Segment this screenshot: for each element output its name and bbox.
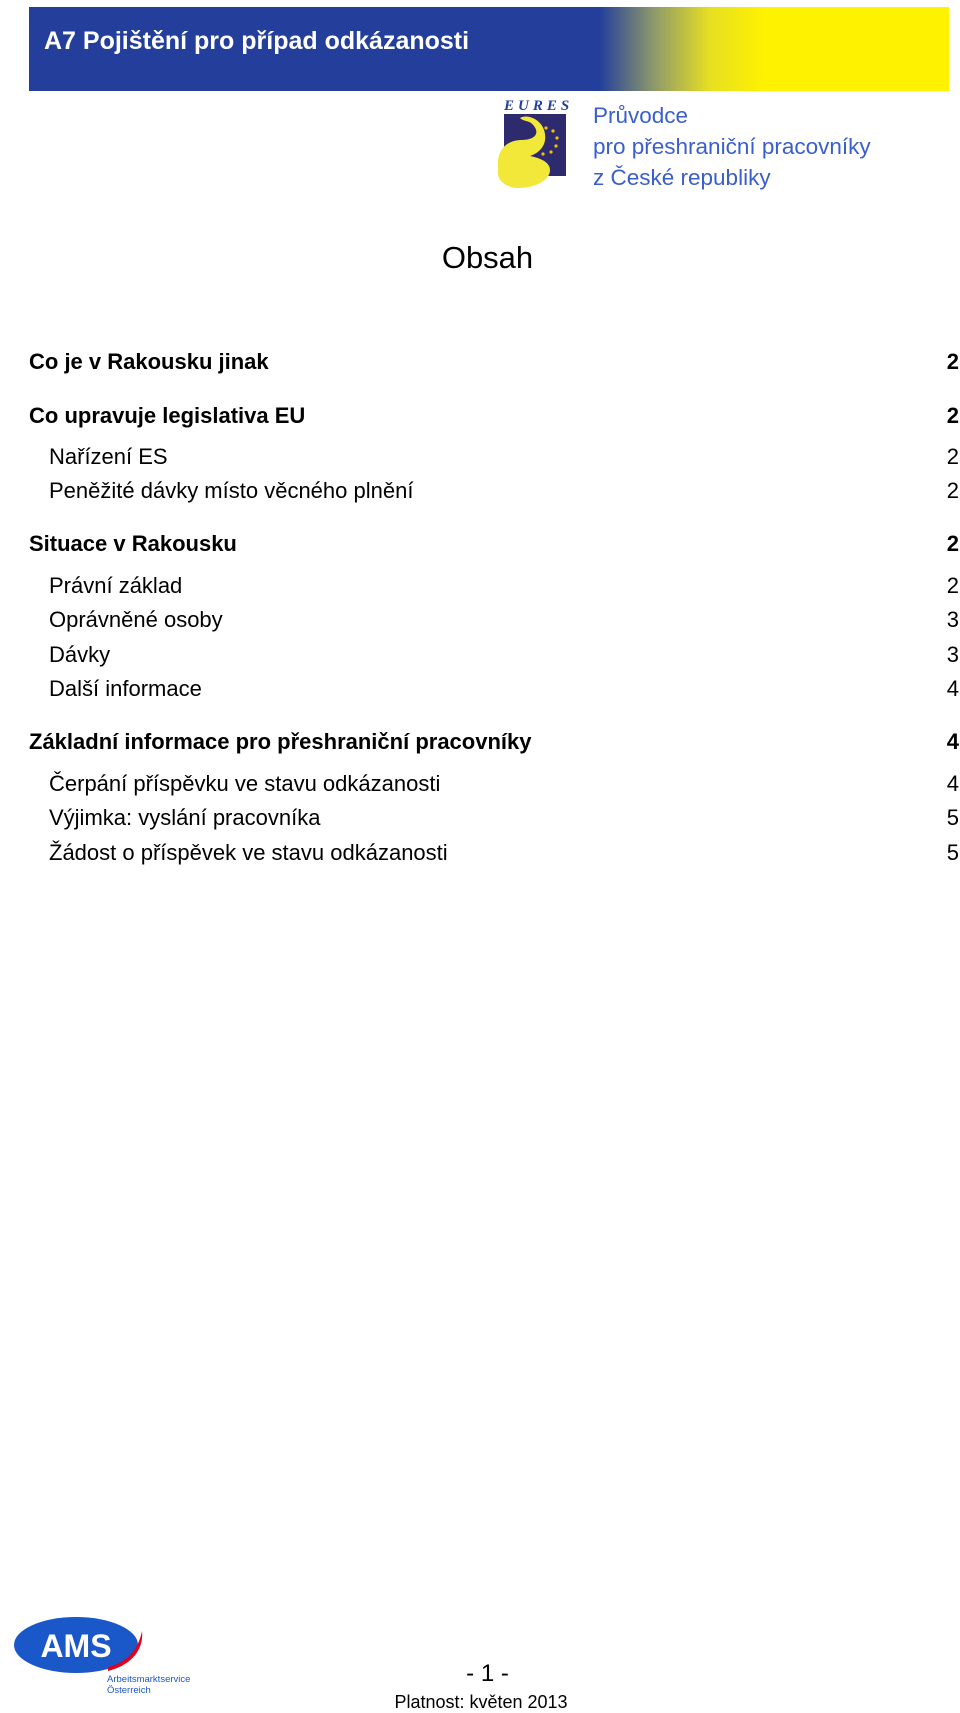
toc-entry-page: 2 [946, 531, 959, 556]
toc-entry-title: Výjimka: vyslání pracovníka [49, 805, 321, 830]
guide-line: Průvodce [593, 103, 689, 128]
toc-entry-title: Nařízení ES [49, 444, 168, 469]
toc-entry-title: Dávky [49, 642, 111, 667]
toc-entry-page: 3 [946, 607, 959, 632]
ams-subtitle-line: Österreich [107, 1685, 151, 1696]
toc-entry-title: Žádost o příspěvek ve stavu odkázanosti [49, 840, 448, 865]
toc-entry-title: Situace v Rakousku [29, 531, 237, 556]
toc-entry-page: 4 [946, 676, 959, 701]
toc-entry[interactable] [29, 444, 959, 472]
toc-entry-page: 4 [946, 729, 959, 754]
toc-entry-title: Čerpání příspěvku ve stavu odkázanosti [49, 771, 441, 796]
toc-entry-page: 4 [946, 771, 959, 796]
guide-title [593, 100, 871, 193]
toc-entry-page: 5 [946, 805, 959, 830]
toc-entry-title: Základní informace pro přeshraniční pracovníky [29, 729, 532, 754]
toc-entry-page: 5 [946, 840, 959, 865]
toc-entry[interactable] [29, 771, 959, 799]
eures-logo [496, 96, 578, 192]
toc-entry[interactable] [29, 531, 959, 559]
ams-wordmark: AMS [40, 1628, 112, 1664]
validity-date: Platnost: květen 2013 [394, 1692, 568, 1712]
toc-entry[interactable] [29, 642, 959, 670]
toc-entry[interactable] [29, 676, 959, 704]
toc-entry-title: Další informace [49, 676, 202, 701]
toc-entry-title: Co je v Rakousku jinak [29, 349, 269, 374]
toc-entry-page: 2 [946, 403, 959, 428]
document-title: A7 Pojištění pro případ odkázanosti [44, 27, 470, 55]
toc-entry[interactable] [29, 403, 959, 431]
toc-entry-page: 2 [946, 349, 959, 374]
guide-line: pro přeshraniční pracovníky [593, 134, 871, 159]
toc-entry-title: Co upravuje legislativa EU [29, 403, 306, 428]
toc-entry-title: Peněžité dávky místo věcného plnění [49, 478, 414, 503]
toc-entry-title: Právní základ [49, 573, 183, 598]
toc-entry[interactable] [29, 607, 959, 635]
ams-subtitle-line: Arbeitsmarktservice [107, 1674, 191, 1685]
toc-entry-page: 2 [946, 573, 959, 598]
toc-entry[interactable] [29, 349, 959, 377]
toc-entry[interactable] [29, 478, 959, 506]
guide-line: z České republiky [593, 165, 771, 190]
toc-entry[interactable] [29, 840, 959, 868]
toc-entry-page: 2 [946, 444, 959, 469]
toc-entry-page: 2 [946, 478, 959, 503]
toc-entry-page: 3 [946, 642, 959, 667]
toc-entry[interactable] [29, 805, 959, 833]
toc-heading: Obsah [441, 240, 534, 275]
toc-entry[interactable] [29, 573, 959, 601]
eures-wordmark: EURES [504, 98, 574, 114]
toc-entry-title: Oprávněné osoby [49, 607, 223, 632]
toc-entry[interactable] [29, 729, 959, 757]
page-number: - 1 - [466, 1660, 509, 1687]
